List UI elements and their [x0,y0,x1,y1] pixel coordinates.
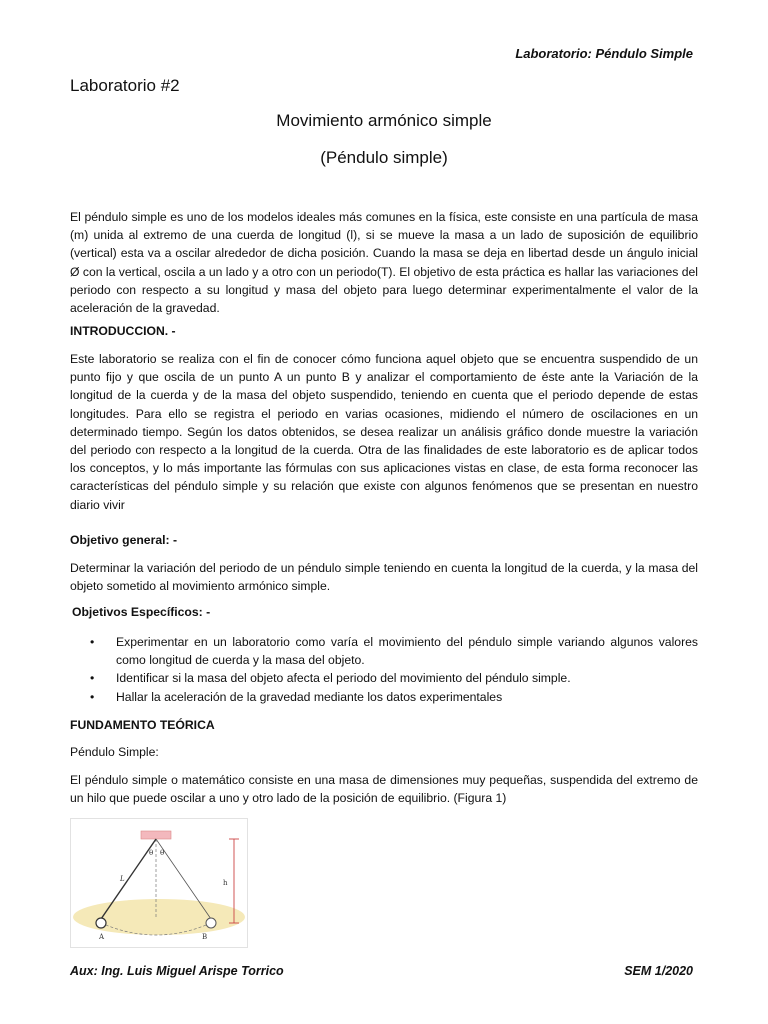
document-subtitle: (Péndulo simple) [320,148,448,167]
bob-a [96,918,106,928]
objetivos-especificos-heading: Objetivos Específicos: - [72,605,211,619]
fundamento-heading: FUNDAMENTO TEÓRICA [70,718,215,732]
objetivo-general-paragraph: Determinar la variación del periodo de un péndulo simple teniendo en cuenta la longitud de la cuerda, y la masa del objeto sometido al movimiento armónico simple. [70,561,698,594]
lab-number: Laboratorio #2 [70,76,180,95]
pivot-support [141,831,171,839]
intro-paragraph: El péndulo simple es uno de los modelos ideales más comunes en la física, este consiste en una partícula de masa (m) unida al extremo de una cuerda de longitud (l), si se mueve la masa a un lado de suposición de equilibrio (vertical) esta va a oscilar alrededor de dicha posición. Cuando la masa se deja en libertad desde un ángulo inicial Ø con la vertical, oscila a un lado y a otro con un periodo(T). El objetivo de esta práctica es hallar las variaciones del periodo con respecto a su longitud y masa del objeto para luego determinar experimentalmente el valor de la aceleración de la gravedad. [70,210,698,316]
list-item: • Identificar si la masa del objeto afecta el periodo del movimiento del péndulo simple. [70,669,698,687]
introduccion-heading: INTRODUCCION. - [70,324,176,338]
footer-author: Aux: Ing. Luis Miguel Arispe Torrico [70,964,284,978]
fundamento-subheading: Péndulo Simple: [70,745,159,759]
list-item: • Experimentar en un laboratorio como varía el movimiento del péndulo simple variando algunos valores como longitud de cuerda y la masa del objeto. [70,633,698,669]
floor-shadow [73,899,245,935]
point-b-label: B [202,933,208,941]
point-a-label: A [99,933,105,941]
document-title: Movimiento armónico simple [276,111,492,130]
objetivo-general-heading: Objetivo general: - [70,533,177,547]
footer-semester: SEM 1/2020 [624,964,693,978]
height-label: h [223,879,228,887]
pendulum-figure [70,818,248,948]
objetivos-especificos-list [70,633,698,706]
bob-b [206,918,216,928]
fundamento-paragraph: El péndulo simple o matemático consiste en una masa de dimensiones muy pequeñas, suspendida del extremo de un hilo que puede oscilar a uno y otro lado de la posición de equilibrio. (Figura 1) [70,773,698,806]
running-header: Laboratorio: Péndulo Simple [515,46,693,61]
theta-left-label: θ [149,849,154,857]
pendulum-diagram [71,819,247,947]
length-label: L [120,875,125,883]
introduccion-paragraph: Este laboratorio se realiza con el fin de conocer cómo funciona aquel objeto que se encuentra suspendido de un punto fijo y que oscila de un punto A un punto B y analizar el comportamiento de éste ante la Variación de la longitud de la cuerda y de la masa del objeto suspendido, teniendo en cuenta que el periodo depende de estas longitudes. Para ello se registra el periodo en varias ocasiones, midiendo el número de oscilaciones en un determinado tiempo. Según los datos obtenidos, se desea realizar un análisis gráfico donde muestre la variación del periodo con respecto a la longitud de la cuerda. Otra de las finalidades de este laboratorio es de aplicar todos los conceptos, y lo más importante las fórmulas con sus aplicaciones vistas en clase, de esta forma reconocer las características del péndulo simple y su relación que existe con algunos fenómenos que se presentan en nuestro diario vivir [70,352,698,512]
list-item: • Hallar la aceleración de la gravedad mediante los datos experimentales [70,688,698,706]
theta-right-label: θ [160,849,165,857]
